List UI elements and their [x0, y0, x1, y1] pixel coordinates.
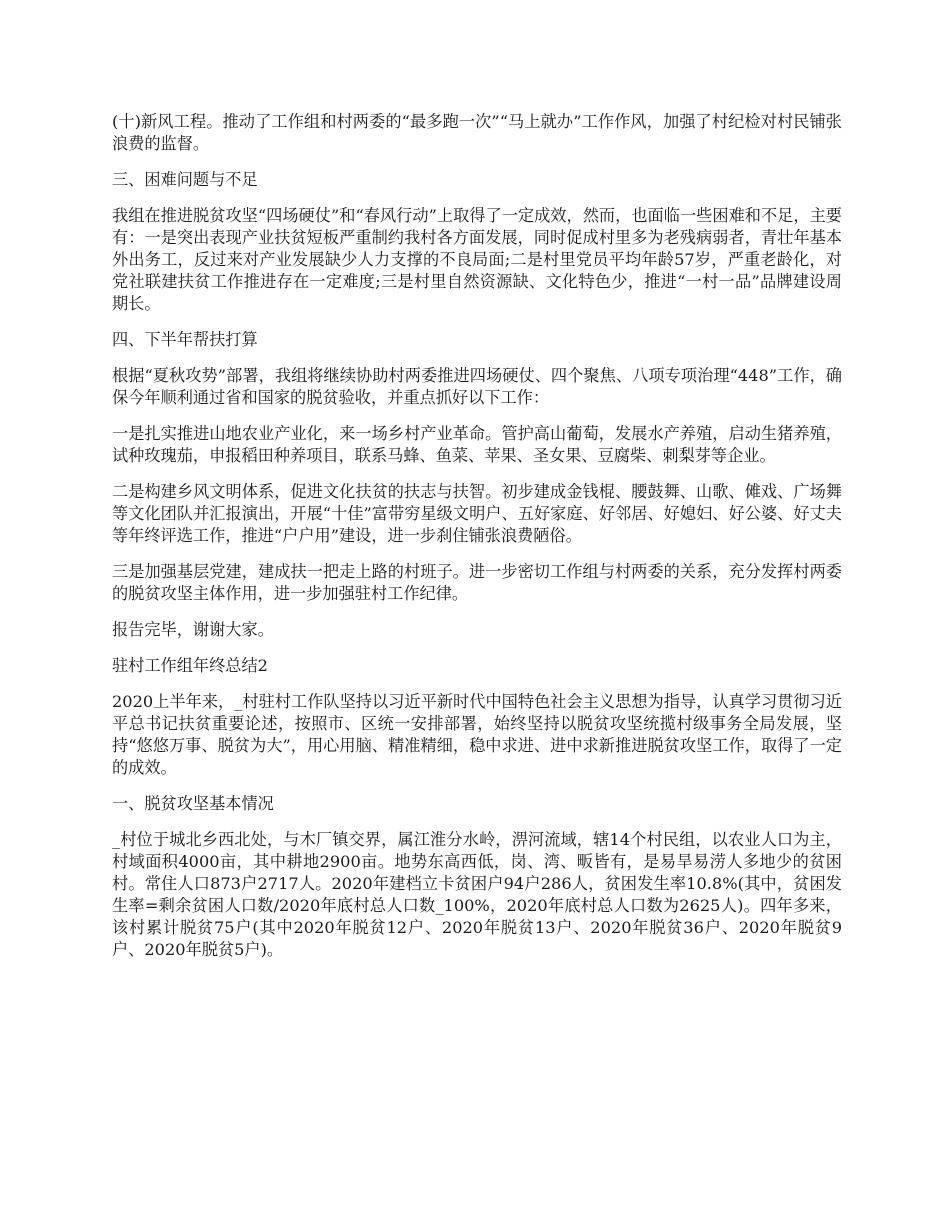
heading-summary-2: 驻村工作组年终总结2	[112, 656, 268, 675]
paragraph-plan-one: 一是扎实推进山地农业产业化，来一场乡村产业革命。管护高山葡萄，发展水产养殖，启动生猪养殖，试种玫瑰茄，申报稻田种养项目，联系马蜂、鱼菜、苹果、圣女果、豆腐柴、刺梨芽等企业。	[112, 424, 842, 465]
paragraph-plan-two: 二是构建乡风文明体系，促进文化扶贫的扶志与扶智。初步建成金钱棍、腰鼓舞、山歌、傩戏、广场舞等文化团队并汇报演出，开展“十佳”富带穷星级文明户、五好家庭、好邻居、好媳妇、好公婆、好丈夫等年终评选工作，推进“户户用”建设，进一步刹住铺张浪费陋俗。	[112, 482, 842, 545]
heading-second-half-plan: 四、下半年帮扶打算	[112, 330, 258, 349]
paragraph-plan-intro: 根据“夏秋攻势”部署，我组将继续协助村两委推进四场硬仗、四个聚焦、八项专项治理“448”工作，确保今年顺利通过省和国家的脱贫验收，并重点抓好以下工作：	[112, 366, 842, 407]
paragraph-difficulties: 我组在推进脱贫攻坚“四场硬仗”和“春风行动”上取得了一定成效，然而，也面临一些困难和不足，主要有：一是突出表现产业扶贫短板严重制约我村各方面发展，同时促成村里多为老残病弱者，青壮年基本外出务工，反过来对产业发展缺少人力支撑的不良局面;二是村里党员平均年龄57岁，严重老龄化，对党社联建扶贫工作推进存在一定难度;三是村里自然资源缺、文化特色少，推进“一村一品”品牌建设周期长。	[112, 206, 842, 313]
paragraph-plan-three: 三是加强基层党建，建成扶一把走上路的村班子。进一步密切工作组与村两委的关系，充分发挥村两委的脱贫攻坚主体作用，进一步加强驻村工作纪律。	[112, 562, 842, 603]
paragraph-closing: 报告完毕，谢谢大家。	[112, 620, 274, 639]
heading-difficulties: 三、困难问题与不足	[112, 170, 258, 189]
paragraph-basic-situation: _村位于城北乡西北处，与木厂镇交界，属江淮分水岭，淠河流域，辖14个村民组，以农业人口为主，村域面积4000亩，其中耕地2900亩。地势东高西低，岗、湾、畈皆有，是易旱易涝人多地少的贫困村。常住人口873户2717人。2020年建档立卡贫困户94户286人，贫困发生率10.8%(其中，贫困发生率=剩余贫困人口数/2020年底村总人口数_100%，2020年底村总人口数为2625人)。四年多来，该村累计脱贫75户(其中2020年脱贫12户、2020年脱贫13户、2020年脱贫36户、2020年脱贫9户、2020年脱贫5户)。	[112, 830, 842, 959]
paragraph-summary-intro: 2020上半年来，_村驻村工作队坚持以习近平新时代中国特色社会主义思想为指导，认真学习贯彻习近平总书记扶贫重要论述，按照市、区统一安排部署，始终坚持以脱贫攻坚统揽村级事务全局发展，坚持“悠悠万事、脱贫为大”，用心用脑、精准精细，稳中求进、进中求新推进脱贫攻坚工作，取得了一定的成效。	[112, 692, 842, 777]
paragraph-new-style-project: (十)新风工程。推动了工作组和村两委的“最多跑一次”“马上就办”工作作风，加强了村纪检对村民铺张浪费的监督。	[112, 112, 842, 153]
heading-basic-situation: 一、脱贫攻坚基本情况	[112, 794, 274, 813]
document-body	[112, 111, 842, 975]
